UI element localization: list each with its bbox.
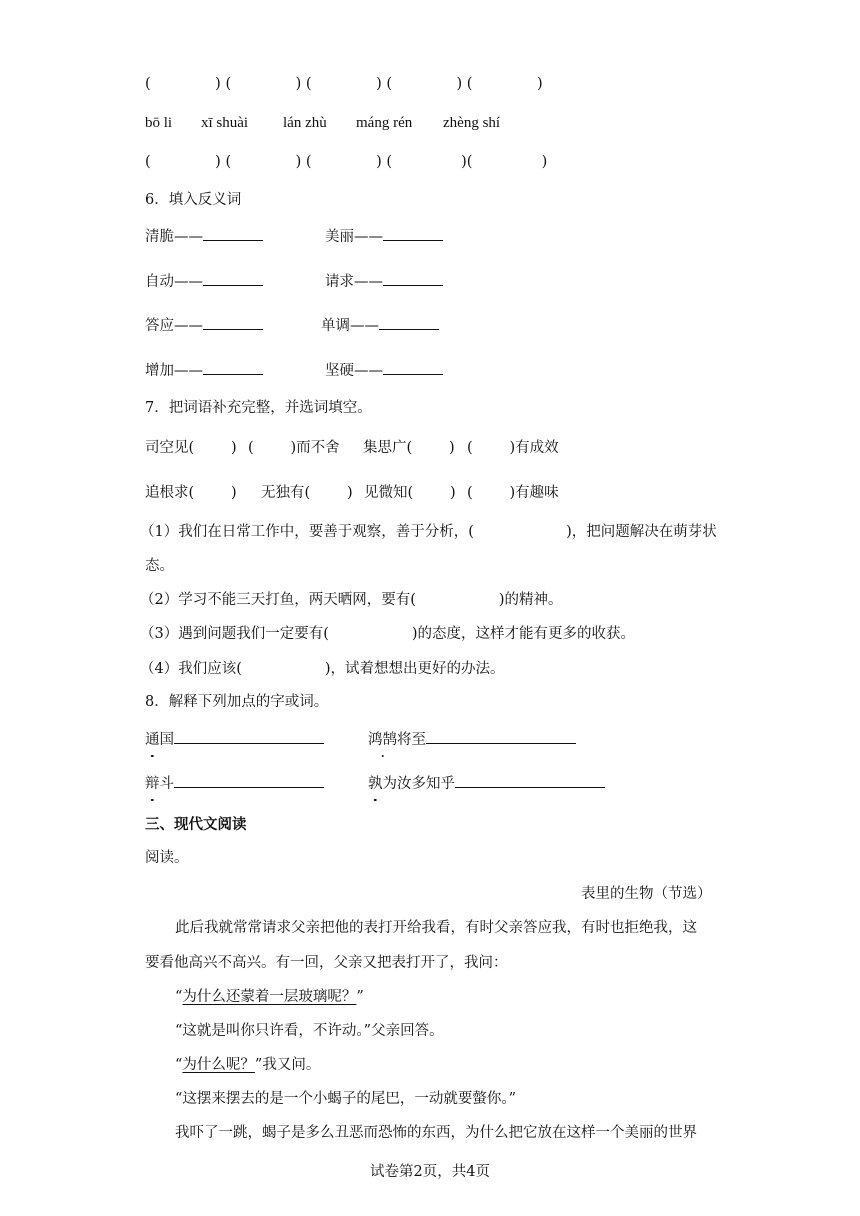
explain-item: 通国 (145, 729, 324, 750)
answer-blank[interactable] (203, 360, 263, 375)
page-footer: 试卷第2页，共4页 (370, 1164, 490, 1180)
passage-paragraph-cont: 要看他高兴不高兴。有一回，父亲又把表打开了，我问： (145, 955, 508, 971)
antonym-pair: 自动—— (145, 271, 263, 292)
answer-blank[interactable] (379, 315, 439, 330)
question-6-title: 6．填入反义词 (145, 192, 242, 208)
passage-dialogue: “为什么还蒙着一层玻璃呢？” (175, 989, 364, 1005)
pinyin-item: lán zhù (283, 115, 327, 131)
idiom-item: ( )有成效 (467, 440, 559, 456)
idiom-item: 见微知( ) (364, 485, 456, 501)
answer-parens-row-1: ( ) ( ) ( ) ( ) ( ) (145, 76, 543, 92)
pinyin-item: zhèng shí (443, 115, 501, 131)
question-7-title: 7．把词语补充完整，并选词填空。 (145, 400, 372, 416)
pinyin-item: bō li (145, 115, 173, 131)
passage-title: 表里的生物（节选） (581, 886, 712, 902)
fill-sentence-4: （4）我们应该( )，试着想想出更好的办法。 (140, 661, 505, 677)
answer-blank[interactable] (383, 360, 443, 375)
antonym-pair: 坚硬—— (325, 360, 443, 381)
underlined-question: 为什么呢？ (182, 1057, 255, 1073)
answer-blank[interactable] (203, 226, 263, 241)
section-heading: 三、现代文阅读 (145, 816, 247, 833)
underlined-question: 为什么还蒙着一层玻璃呢？ (182, 989, 357, 1005)
passage-dialogue: “这摆来摆去的是一个小蝎子的尾巴，一动就要螫你。” (175, 1091, 517, 1107)
fill-sentence-1: （1）我们在日常工作中，要善于观察，善于分析，( )，把问题解决在萌芽状 (140, 524, 717, 540)
idiom-item: 集思广( ) (363, 440, 455, 456)
idiom-item: ( )而不舍 (248, 440, 340, 456)
antonym-pair: 请求—— (325, 271, 443, 292)
answer-blank[interactable] (203, 271, 263, 286)
fill-sentence-3: （3）遇到问题我们一定要有( )的态度，这样才能有更多的收获。 (140, 626, 636, 642)
antonym-pair: 美丽—— (325, 226, 443, 247)
question-8-title: 8．解释下列加点的字或词。 (145, 694, 329, 710)
antonym-pair: 清脆—— (145, 226, 263, 247)
explain-item: 鸿鹄将至 (368, 729, 576, 750)
fill-sentence-1-cont: 态。 (145, 558, 174, 574)
answer-blank[interactable] (426, 729, 576, 744)
answer-blank[interactable] (174, 729, 324, 744)
answer-blank[interactable] (383, 226, 443, 241)
passage-paragraph: 此后我就常常请求父亲把他的表打开给我看，有时父亲答应我，有时也拒绝我，这 (175, 920, 697, 936)
answer-blank[interactable] (203, 315, 263, 330)
explain-item: 孰为汝多知乎 (368, 773, 605, 794)
passage-dialogue: “为什么呢？”我又问。 (175, 1057, 321, 1073)
passage-paragraph: 我吓了一跳，蝎子是多么丑恶而恐怖的东西，为什么把它放在这样一个美丽的世界 (175, 1125, 697, 1141)
explain-item: 辩斗 (145, 773, 324, 794)
antonym-pair: 答应—— (145, 315, 263, 336)
fill-sentence-2: （2）学习不能三天打鱼，两天晒网，要有( )的精神。 (140, 592, 563, 608)
reading-intro: 阅读。 (145, 850, 189, 866)
answer-blank[interactable] (174, 773, 324, 788)
pinyin-item: máng rén (356, 115, 413, 131)
antonym-pair: 增加—— (145, 360, 263, 381)
passage-dialogue: “这就是叫你只许看，不许动。”父亲回答。 (175, 1023, 444, 1039)
answer-blank[interactable] (455, 773, 605, 788)
answer-parens-row-2: ( ) ( ) ( ) ( )( ) (145, 154, 548, 170)
idiom-item: 司空见( ) (145, 440, 237, 456)
answer-blank[interactable] (383, 271, 443, 286)
pinyin-item: xī shuài (201, 115, 249, 131)
idiom-item: 追根求( ) (145, 485, 237, 501)
antonym-pair: 单调—— (321, 315, 439, 336)
idiom-item: ( )有趣味 (467, 485, 559, 501)
idiom-item: 无独有( ) (261, 485, 353, 501)
